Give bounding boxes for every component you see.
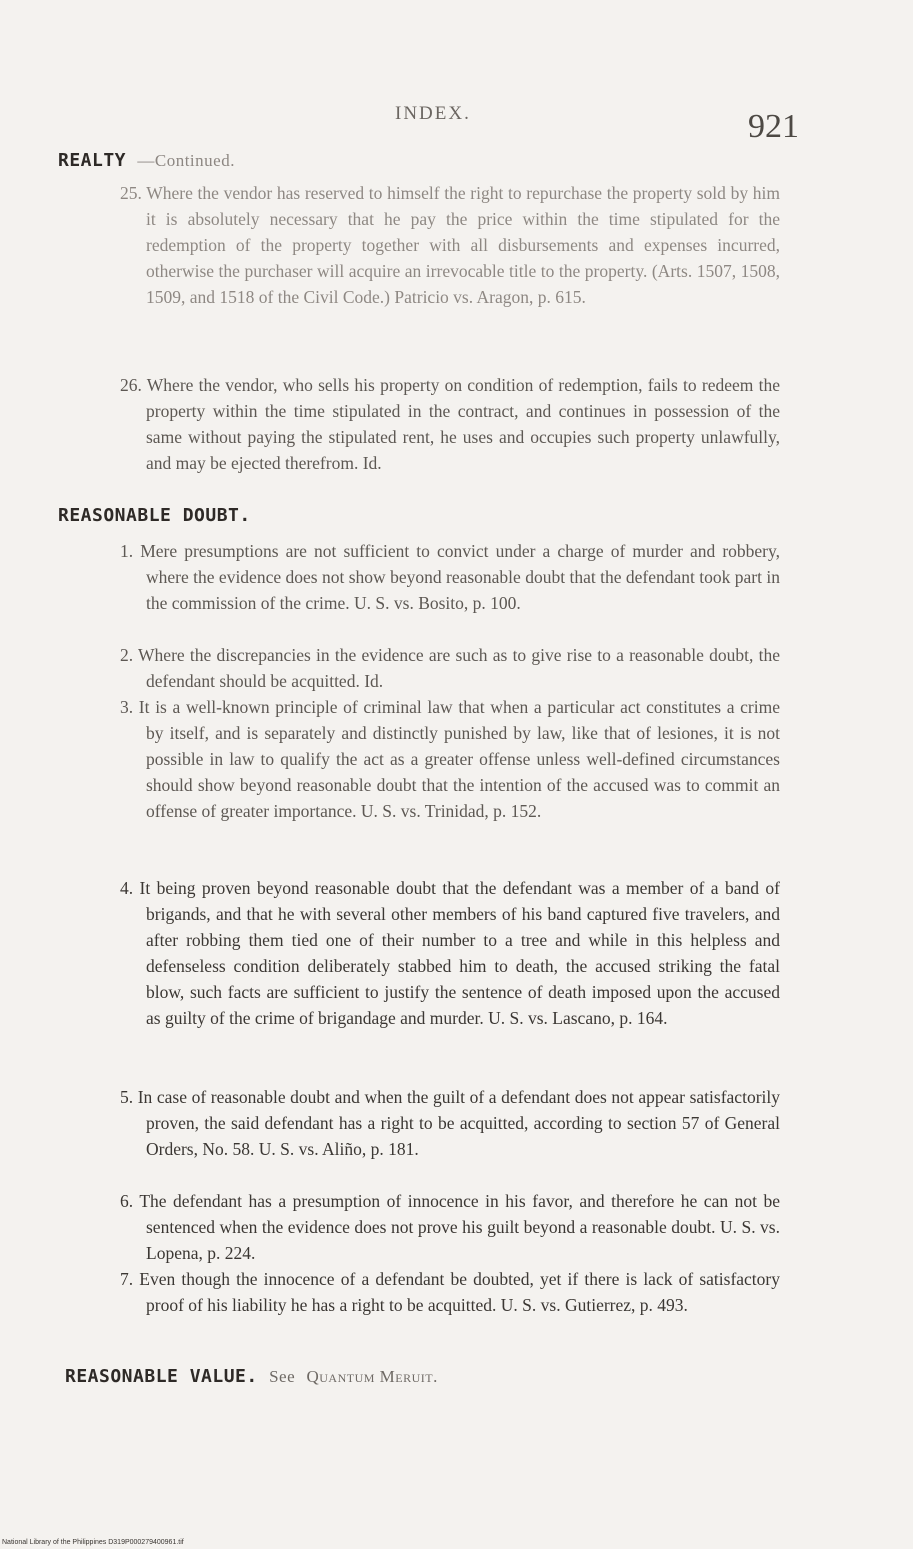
page-number: 921	[748, 108, 799, 145]
entry-doubt-3: 3. It is a well-known principle of criminal law that when a particular act constitutes a crime by itself, and is separately and distinctly punished by law, like that of lesiones, it is not possible in law to qualify the act as a greater offense unless well-defined circumstances should show beyond reasonable doubt that the intention of the accused was to commit an offense of greater importance. U. S. vs. Trinidad, p. 152.	[120, 697, 780, 821]
heading-text: REASONABLE VALUE.	[65, 1366, 258, 1387]
entry-doubt-5: 5. In case of reasonable doubt and when the guilt of a defendant does not appear satisfactorily proven, the said defendant has a right to be acquitted, according to section 57 of General Orders, No. 58. U. S. vs. Aliño, p. 181.	[120, 1087, 780, 1159]
entry-doubt-2: 2. Where the discrepancies in the evidence are such as to give rise to a reasonable doubt, the defendant should be acquitted. Id.	[120, 645, 780, 691]
heading-continued: —Continued.	[137, 151, 235, 170]
scan-footer: National Library of the Philippines D319P000279400961.tif	[2, 1539, 184, 1546]
running-title: INDEX.	[395, 103, 471, 124]
entry-realty-25: 25. Where the vendor has reserved to himself the right to repurchase the property sold by him it is absolutely necessary that he pay the price within the time stipulated for the redemption of the property together with all disbursements and expenses incurred, otherwise the purchaser will acquire an irrevocable title to the property. (Arts. 1507, 1508, 1509, and 1518 of the Civil Code.) Patricio vs. Aragon, p. 615.	[120, 183, 780, 307]
heading-text: REALTY	[58, 150, 127, 171]
entry-realty-26: 26. Where the vendor, who sells his property on condition of redemption, fails to redeem the property within the time stipulated in the contract, and continues in possession of the same without paying the stipulated rent, he uses and occupies such property unlawfully, and may be ejected therefrom. Id.	[120, 375, 780, 473]
section-heading-realty	[58, 150, 235, 171]
section-heading-reasonable-doubt: REASONABLE DOUBT.	[58, 505, 251, 526]
cross-reference: Quantum Meruit.	[306, 1367, 438, 1386]
entry-doubt-6: 6. The defendant has a presumption of innocence in his favor, and therefore he can not be sentenced when the evidence does not prove his guilt beyond a reasonable doubt. U. S. vs. Lopena, p. 224.	[120, 1191, 780, 1263]
section-heading-reasonable-value	[65, 1366, 438, 1387]
entry-doubt-4: 4. It being proven beyond reasonable doubt that the defendant was a member of a band of brigands, and that he with several other members of his band captured five travelers, and after robbing them tied one of their number to a tree and while in this helpless and defenseless condition deliberately stabbed him to death, the accused striking the fatal blow, such facts are sufficient to justify the sentence of death imposed upon the accused as guilty of the crime of brigandage and murder. U. S. vs. Lascano, p. 164.	[120, 878, 780, 1028]
entry-doubt-1: 1. Mere presumptions are not sufficient to convict under a charge of murder and robbery, where the evidence does not show beyond reasonable doubt that the defendant took part in the commission of the crime. U. S. vs. Bosito, p. 100.	[120, 541, 780, 613]
entry-doubt-7: 7. Even though the innocence of a defendant be doubted, yet if there is lack of satisfactory proof of his liability he has a right to be acquitted. U. S. vs. Gutierrez, p. 493.	[120, 1269, 780, 1315]
see-label: See	[269, 1367, 296, 1386]
